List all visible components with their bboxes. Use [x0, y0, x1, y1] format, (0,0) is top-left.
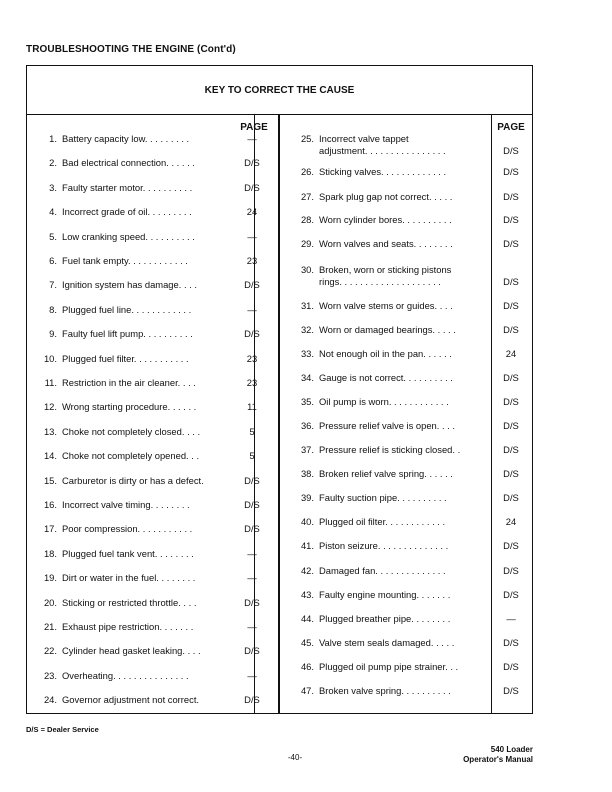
cause-number: 34. [300, 372, 314, 383]
cause-page-ref: D/S [503, 145, 519, 156]
cause-row [31, 497, 271, 513]
cause-page-ref: D/S [244, 499, 260, 510]
left-page-header: PAGE [240, 122, 268, 133]
cause-row [31, 570, 271, 586]
cause-text: Battery capacity low. . . . . . . . . [62, 133, 190, 144]
cause-number: 46. [300, 661, 314, 672]
cause-row [31, 546, 271, 562]
cause-page-ref: D/S [244, 328, 260, 340]
cause-text: Plugged oil filter. . . . . . . . . . . . [319, 516, 446, 527]
cause-page-ref: D/S [503, 444, 519, 455]
cause-number: 36. [300, 420, 314, 431]
cause-page-ref: 11 [247, 401, 257, 413]
cause-row [31, 302, 271, 318]
cause-text: Worn or damaged bearings. . . . . [319, 324, 456, 335]
cause-text: Plugged fuel tank vent. . . . . . . . [62, 547, 194, 559]
cause-text: Piston seizure. . . . . . . . . . . . . . [319, 540, 449, 551]
cause-text: Ignition system has damage. . . . [62, 279, 197, 291]
cause-row [288, 262, 528, 287]
cause-text-continued: adjustment. . . . . . . . . . . . . . . . [319, 145, 446, 156]
cause-number: 47. [300, 685, 314, 696]
cause-text: Worn valves and seats. . . . . . . . [319, 238, 453, 249]
cause-number: 27. [300, 191, 314, 202]
cause-page-ref: D/S [503, 420, 519, 431]
section-title: TROUBLESHOOTING THE ENGINE (Cont'd) [26, 44, 236, 55]
cause-number: 9. [49, 328, 57, 340]
cause-page-ref: D/S [503, 540, 519, 551]
cause-row [31, 155, 271, 171]
cause-row [31, 668, 271, 684]
cause-row [31, 595, 271, 611]
cause-page-ref: D/S [503, 565, 519, 576]
cause-text: Choke not completely opened. . . [62, 450, 200, 462]
cause-page-ref: D/S [244, 596, 260, 608]
cause-page-ref: — [506, 613, 516, 624]
cause-text: Plugged oil pump pipe strainer. . . [319, 661, 459, 672]
cause-row [31, 351, 271, 367]
cause-page-ref: — [247, 547, 257, 559]
cause-row [288, 418, 528, 434]
cause-text: Cylinder head gasket leaking. . . . [62, 645, 201, 657]
cause-row [288, 466, 528, 482]
cause-text: Incorrect valve timing. . . . . . . . [62, 499, 190, 510]
cause-number: 30. [300, 264, 314, 275]
cause-number: 13. [43, 425, 57, 437]
cause-number: 7. [49, 279, 57, 291]
cause-row [31, 692, 271, 708]
cause-page-ref: D/S [503, 468, 519, 479]
cause-text: Choke not completely closed. . . . [62, 425, 201, 437]
cause-page-ref: D/S [503, 589, 519, 600]
cause-text: Pressure relief is sticking closed. . [319, 444, 461, 455]
cause-text: Restriction in the air cleaner. . . . [62, 377, 196, 388]
cause-text: Spark plug gap not correct. . . . . [319, 191, 453, 202]
cause-text: Broken valve spring. . . . . . . . . . [319, 685, 451, 696]
cause-number: 43. [300, 589, 314, 600]
cause-page-ref: D/S [503, 214, 519, 225]
cause-row [288, 563, 528, 579]
cause-text: Faulty suction pipe. . . . . . . . . . [319, 492, 447, 503]
cause-row [288, 164, 528, 180]
cause-row [288, 683, 528, 699]
cause-page-ref: D/S [244, 474, 260, 486]
cause-number: 10. [43, 352, 57, 364]
cause-text: Gauge is not correct. . . . . . . . . . [319, 372, 453, 383]
cause-page-ref: D/S [503, 276, 519, 287]
cause-number: 26. [300, 166, 314, 177]
cause-text: Pressure relief valve is open. . . . [319, 420, 455, 431]
cause-number: 35. [300, 396, 314, 407]
cause-row [288, 394, 528, 410]
cause-number: 11. [44, 377, 57, 388]
cause-number: 15. [43, 474, 57, 486]
cause-text: Incorrect grade of oil. . . . . . . . . [62, 206, 192, 218]
cause-page-ref: D/S [503, 492, 519, 503]
cause-number: 4. [49, 206, 57, 218]
cause-page-ref: 24 [246, 206, 258, 218]
center-divider [278, 115, 280, 713]
cause-text: Sticking valves. . . . . . . . . . . . . [319, 166, 447, 177]
cause-number: 17. [43, 523, 57, 535]
manual-name: Operator's Manual [463, 755, 533, 764]
cause-page-ref: D/S [503, 191, 519, 202]
cause-number: 29. [300, 238, 314, 249]
cause-row [31, 399, 271, 415]
cause-row [31, 521, 271, 537]
cause-number: 25. [300, 133, 314, 144]
cause-number: 41. [300, 540, 314, 551]
cause-page-ref: D/S [244, 523, 260, 535]
cause-number: 33. [300, 348, 314, 359]
cause-row [31, 229, 271, 245]
cause-number: 42. [300, 565, 314, 576]
cause-row [288, 490, 528, 506]
cause-number: 3. [49, 181, 57, 193]
cause-text: Poor compression. . . . . . . . . . . [62, 523, 193, 535]
cause-page-ref: D/S [244, 181, 260, 193]
cause-number: 28. [300, 214, 314, 225]
cause-page-ref: D/S [503, 324, 519, 335]
manual-title [463, 745, 533, 765]
cause-page-ref: 24 [505, 516, 517, 527]
cause-number: 23. [43, 669, 57, 681]
dealer-service-note: D/S = Dealer Service [26, 725, 99, 734]
cause-row [288, 635, 528, 651]
cause-row [31, 204, 271, 220]
cause-number: 20. [43, 596, 57, 608]
cause-page-ref: 23 [246, 255, 258, 266]
cause-number: 19. [43, 572, 57, 584]
cause-row [31, 619, 271, 635]
cause-number: 22. [43, 645, 57, 657]
cause-page-ref: — [247, 572, 257, 584]
cause-number: 38. [300, 468, 314, 479]
cause-page-ref: 24 [505, 348, 517, 359]
cause-number: 32. [300, 324, 314, 335]
cause-text: Faulty starter motor. . . . . . . . . . [62, 181, 193, 193]
cause-row [288, 611, 528, 627]
cause-text: Valve stem seals damaged. . . . . [319, 637, 455, 648]
cause-row [31, 326, 271, 342]
cause-row [31, 473, 271, 489]
cause-number: 2. [49, 157, 57, 169]
cause-page-ref: D/S [244, 279, 260, 291]
model-name: 540 Loader [490, 745, 533, 754]
cause-text: Incorrect valve tappet [319, 133, 409, 144]
troubleshooting-key-table [26, 65, 533, 714]
cause-text: Worn cylinder bores. . . . . . . . . . [319, 214, 452, 225]
cause-text: Low cranking speed. . . . . . . . . . [62, 230, 195, 242]
cause-number: 44. [300, 613, 314, 624]
cause-text: Damaged fan. . . . . . . . . . . . . . [319, 565, 446, 576]
cause-page-ref: — [247, 230, 257, 242]
cause-row [288, 442, 528, 458]
cause-page-ref: 23 [246, 377, 258, 388]
cause-page-ref: — [247, 133, 257, 144]
cause-row [288, 514, 528, 530]
cause-text-continued: rings. . . . . . . . . . . . . . . . . . . . [319, 276, 441, 287]
cause-row [288, 538, 528, 554]
cause-page-ref: D/S [503, 166, 519, 177]
cause-page-ref: D/S [503, 637, 519, 648]
right-page-header: PAGE [497, 122, 525, 133]
cause-number: 18. [43, 547, 57, 559]
cause-text: Broken relief valve spring. . . . . . [319, 468, 453, 479]
cause-page-ref: 5 [249, 450, 255, 462]
cause-row [288, 189, 528, 205]
cause-text: Exhaust pipe restriction. . . . . . . [62, 621, 194, 632]
cause-page-ref: D/S [244, 645, 260, 657]
cause-row [31, 277, 271, 293]
cause-page-ref: — [247, 621, 257, 632]
cause-row [31, 643, 271, 659]
cause-number: 1. [49, 133, 57, 144]
cause-row [288, 322, 528, 338]
cause-row [288, 298, 528, 314]
cause-text: Plugged fuel line. . . . . . . . . . . . [62, 303, 192, 315]
cause-text: Wrong starting procedure. . . . . . [62, 401, 197, 413]
cause-row [288, 131, 528, 156]
cause-row [288, 370, 528, 386]
cause-row [31, 375, 271, 391]
cause-number: 12. [43, 401, 57, 413]
cause-page-ref: D/S [503, 300, 519, 311]
cause-text: Faulty fuel lift pump. . . . . . . . . . [62, 328, 193, 340]
cause-number: 5. [49, 230, 57, 242]
cause-row [31, 180, 271, 196]
cause-number: 39. [300, 492, 314, 503]
cause-text: Governor adjustment not correct. [62, 694, 200, 706]
cause-page-ref: 5 [249, 425, 255, 437]
cause-page-ref: — [247, 303, 257, 315]
cause-row [288, 346, 528, 362]
cause-number: 6. [49, 255, 57, 266]
cause-number: 21. [43, 621, 57, 632]
cause-text: Overheating. . . . . . . . . . . . . . . [62, 669, 189, 681]
cause-text: Plugged breather pipe. . . . . . . . [319, 613, 451, 624]
table-title: KEY TO CORRECT THE CAUSE [27, 66, 532, 115]
cause-text: Not enough oil in the pan. . . . . . [319, 348, 452, 359]
cause-text: Sticking or restricted throttle. . . . [62, 596, 197, 608]
cause-text: Broken, worn or sticking pistons [319, 264, 452, 275]
cause-number: 24. [43, 694, 57, 706]
cause-row [31, 131, 271, 147]
cause-number: 31. [300, 300, 314, 311]
cause-number: 45. [300, 637, 314, 648]
cause-page-ref: D/S [244, 694, 260, 706]
cause-page-ref: D/S [503, 238, 519, 249]
cause-row [31, 424, 271, 440]
cause-text: Bad electrical connection. . . . . . [62, 157, 195, 169]
cause-number: 14. [43, 450, 57, 462]
cause-text: Worn valve stems or guides. . . . [319, 300, 453, 311]
cause-number: 37. [300, 444, 314, 455]
cause-row [31, 448, 271, 464]
cause-text: Dirt or water in the fuel. . . . . . . . [62, 572, 196, 584]
cause-page-ref: D/S [503, 685, 519, 696]
cause-number: 16. [43, 499, 57, 510]
cause-row [288, 212, 528, 228]
cause-page-ref: D/S [503, 372, 519, 383]
cause-row [31, 253, 271, 269]
cause-page-ref: D/S [503, 396, 519, 407]
cause-row [288, 587, 528, 603]
cause-number: 8. [49, 303, 57, 315]
cause-row [288, 236, 528, 252]
cause-text: Plugged fuel filter. . . . . . . . . . . [62, 352, 189, 364]
cause-page-ref: D/S [244, 157, 260, 169]
cause-row [288, 659, 528, 675]
cause-text: Oil pump is worn. . . . . . . . . . . . [319, 396, 449, 407]
page-number: -40- [287, 753, 303, 762]
cause-text: Fuel tank empty. . . . . . . . . . . . [62, 255, 188, 266]
cause-text: Faulty engine mounting. . . . . . . [319, 589, 451, 600]
cause-page-ref: 23 [246, 352, 258, 364]
cause-page-ref: — [247, 669, 257, 681]
cause-text: Carburetor is dirty or has a defect. [62, 474, 204, 486]
cause-number: 40. [300, 516, 314, 527]
cause-page-ref: D/S [503, 661, 519, 672]
